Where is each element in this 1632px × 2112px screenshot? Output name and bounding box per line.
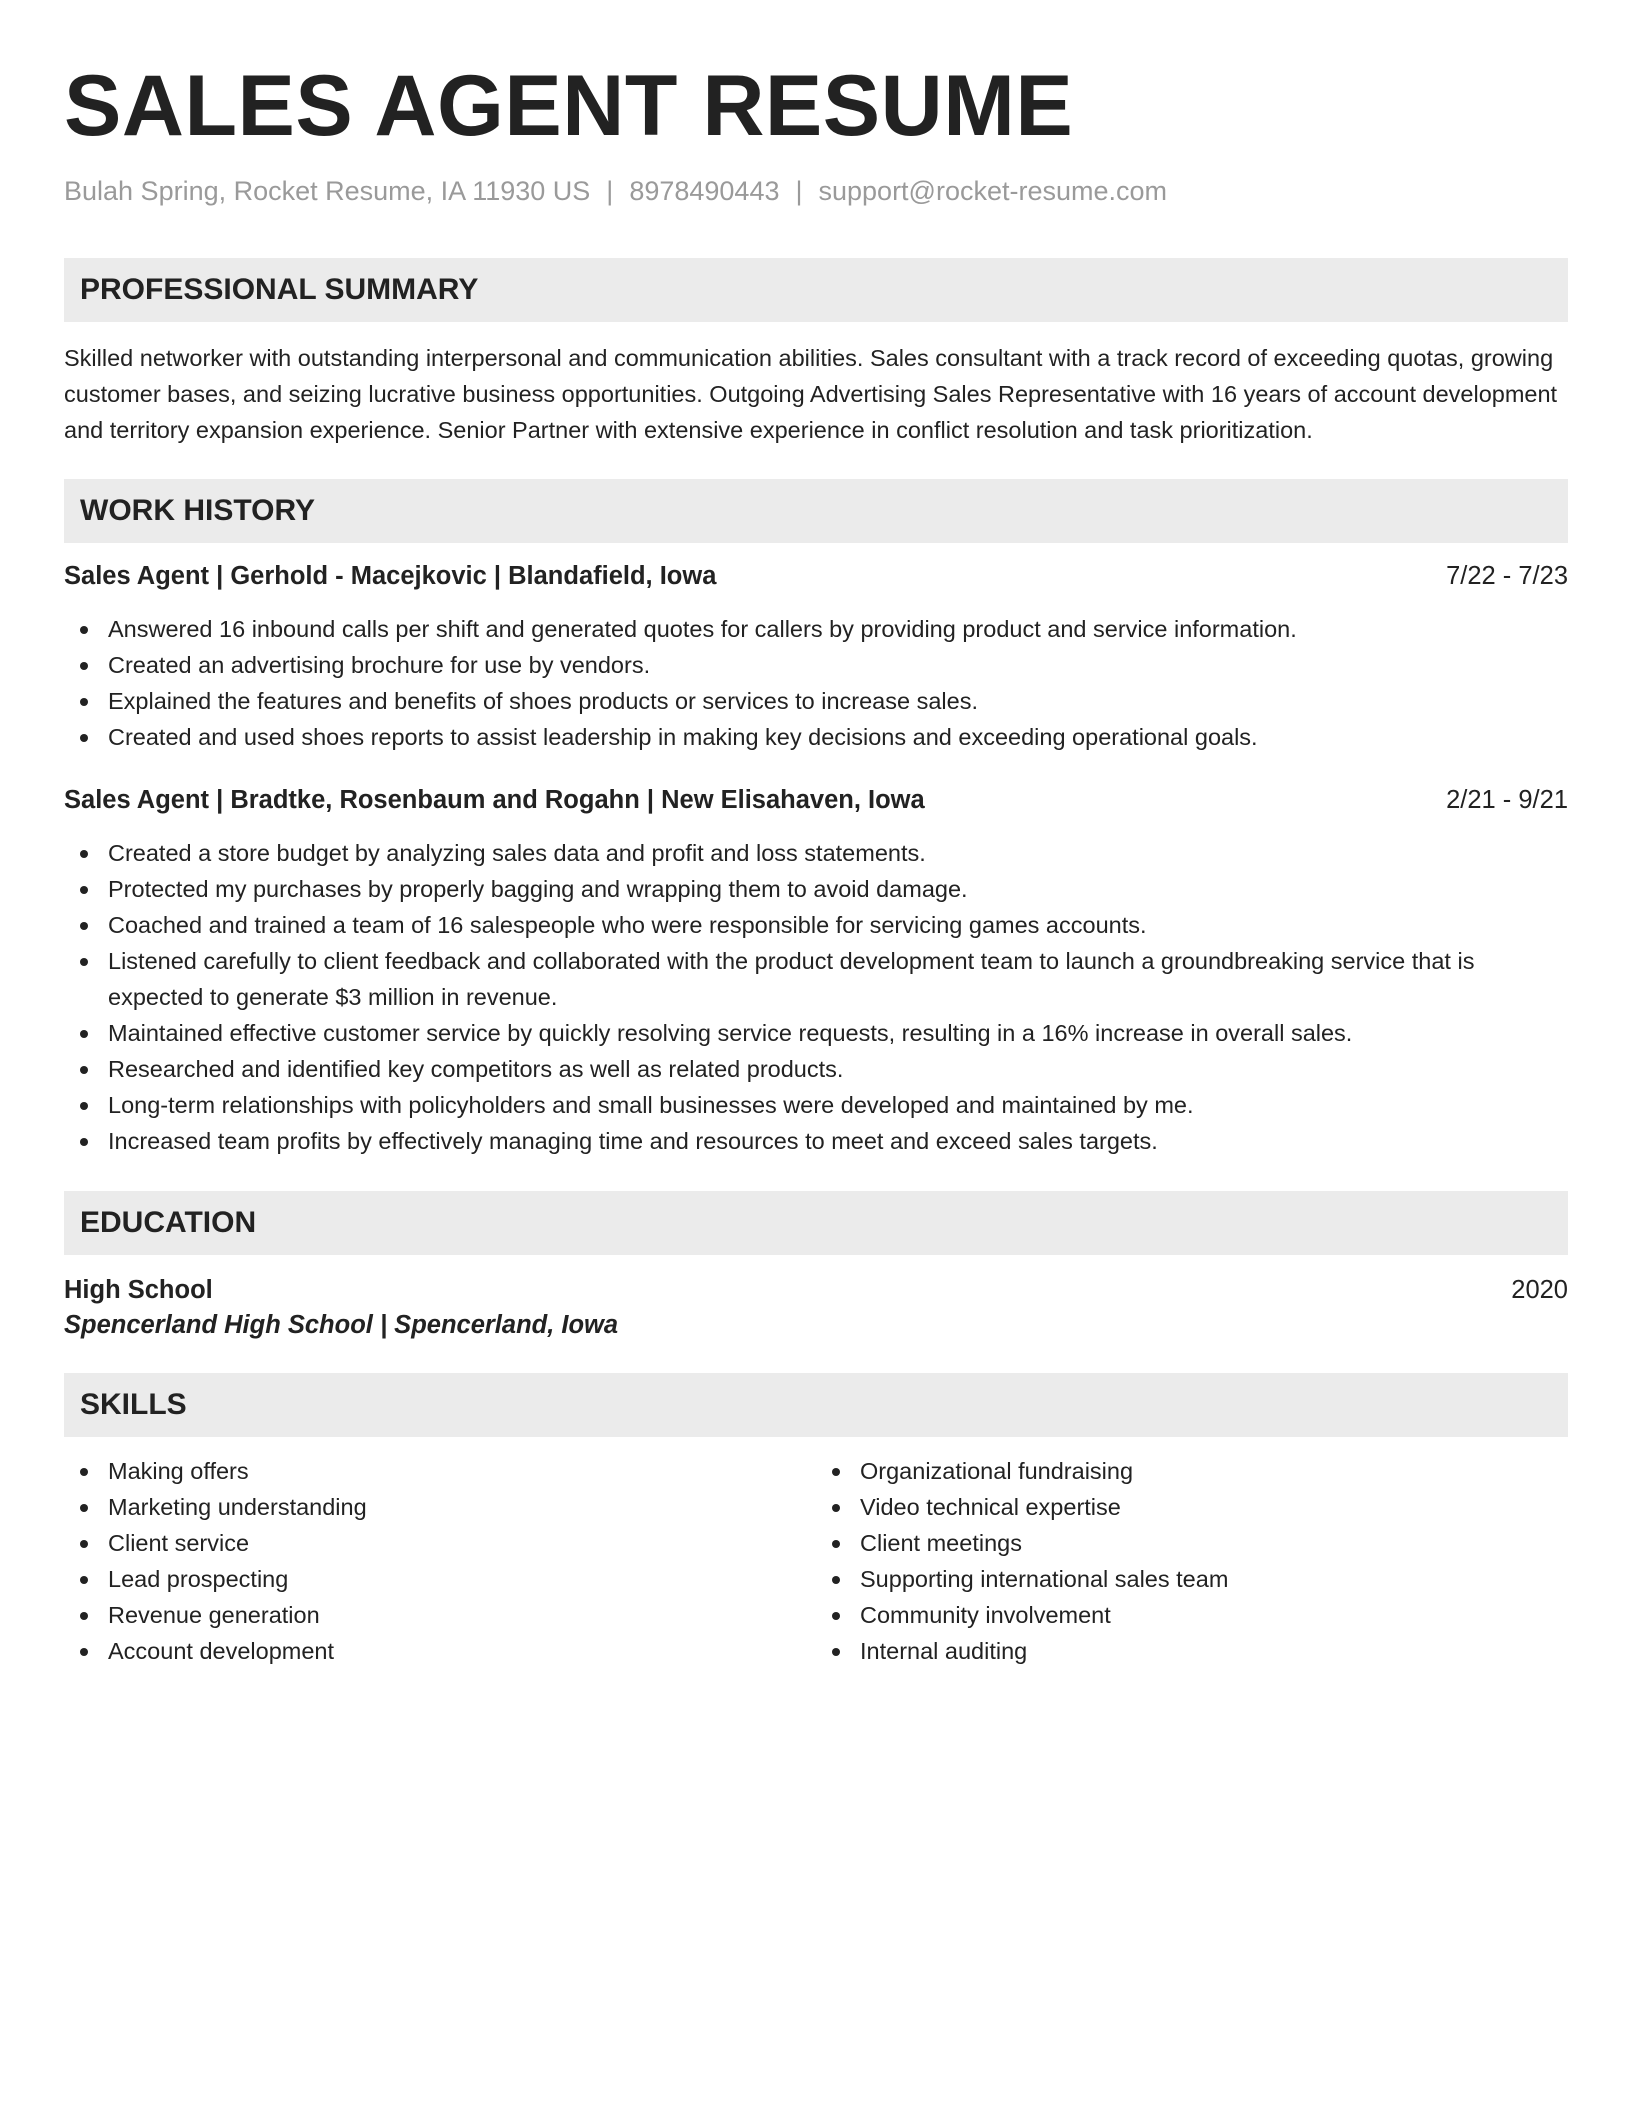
list-item-text: Answered 16 inbound calls per shift and generated quotes for callers by providing product and service information. bbox=[108, 616, 1297, 642]
bullet-icon bbox=[80, 1066, 88, 1074]
list-item bbox=[816, 1633, 1568, 1669]
skills-grid bbox=[64, 1453, 1568, 1669]
bullet-icon bbox=[80, 698, 88, 706]
list-item bbox=[64, 907, 1568, 943]
list-item bbox=[64, 719, 1568, 755]
bullet-icon bbox=[80, 1102, 88, 1110]
bullet-icon bbox=[80, 662, 88, 670]
skills-column-left bbox=[64, 1453, 816, 1669]
section-heading-summary: PROFESSIONAL SUMMARY bbox=[64, 258, 1568, 322]
education-year: 2020 bbox=[1511, 1276, 1568, 1304]
contact-line bbox=[64, 174, 1568, 208]
list-item-text: Long-term relationships with policyholders and small businesses were developed and maintained by me. bbox=[108, 1092, 1194, 1118]
skills-column-right bbox=[816, 1453, 1568, 1669]
list-item bbox=[816, 1525, 1568, 1561]
job-dates: 2/21 - 9/21 bbox=[1446, 786, 1568, 814]
list-item bbox=[64, 1633, 816, 1669]
skill-text: Marketing understanding bbox=[108, 1494, 367, 1520]
bullet-icon bbox=[832, 1468, 840, 1476]
skill-text: Video technical expertise bbox=[860, 1494, 1121, 1520]
bullet-icon bbox=[80, 1612, 88, 1620]
list-item bbox=[64, 611, 1568, 647]
list-item bbox=[816, 1561, 1568, 1597]
list-item bbox=[64, 871, 1568, 907]
bullet-icon bbox=[80, 958, 88, 966]
bullet-icon bbox=[80, 1648, 88, 1656]
list-item bbox=[816, 1597, 1568, 1633]
list-item bbox=[816, 1453, 1568, 1489]
bullet-icon bbox=[80, 850, 88, 858]
list-item-text: Explained the features and benefits of shoes products or services to increase sales. bbox=[108, 688, 978, 714]
bullet-icon bbox=[832, 1504, 840, 1512]
skill-text: Revenue generation bbox=[108, 1602, 320, 1628]
list-item-text: Maintained effective customer service by quickly resolving service requests, resulting in a 16% increase in overall sales. bbox=[108, 1020, 1353, 1046]
job-header bbox=[64, 559, 1568, 593]
bullet-icon bbox=[80, 1504, 88, 1512]
list-item bbox=[64, 1123, 1568, 1159]
contact-phone: 8978490443 bbox=[629, 176, 780, 206]
list-item bbox=[64, 1597, 816, 1633]
job-title: Sales Agent | Bradtke, Rosenbaum and Rogahn | New Elisahaven, Iowa bbox=[64, 786, 925, 814]
bullet-icon bbox=[80, 1576, 88, 1584]
job-header bbox=[64, 783, 1568, 817]
job-bullet-list bbox=[64, 611, 1568, 755]
list-item bbox=[64, 943, 1568, 1015]
bullet-icon bbox=[832, 1612, 840, 1620]
skills-list bbox=[816, 1453, 1568, 1669]
bullet-icon bbox=[832, 1540, 840, 1548]
list-item bbox=[64, 647, 1568, 683]
list-item bbox=[816, 1489, 1568, 1525]
skills-list bbox=[64, 1453, 816, 1669]
list-item bbox=[64, 1015, 1568, 1051]
list-item-text: Coached and trained a team of 16 salespeople who were responsible for servicing games accounts. bbox=[108, 912, 1147, 938]
summary-text: Skilled networker with outstanding interpersonal and communication abilities. Sales consultant with a track record of exceeding quotas, growing customer bases, and seizing lucrative business opportunities. Outgoing Advertising Sales Representative with 16 years of account development and territory expansion experience. Senior Partner with extensive experience in conflict resolution and task prioritization. bbox=[64, 345, 1558, 443]
list-item-text: Protected my purchases by properly bagging and wrapping them to avoid damage. bbox=[108, 876, 968, 902]
skill-text: Account development bbox=[108, 1638, 335, 1664]
section-heading-skills: SKILLS bbox=[64, 1373, 1568, 1437]
resume-title: SALES AGENT RESUME bbox=[64, 58, 1074, 154]
contact-separator: | bbox=[606, 176, 614, 206]
bullet-icon bbox=[80, 1468, 88, 1476]
bullet-icon bbox=[80, 1138, 88, 1146]
contact-address: Bulah Spring, Rocket Resume, IA 11930 US bbox=[64, 176, 591, 206]
skill-text: Lead prospecting bbox=[108, 1566, 289, 1592]
list-item-text: Created and used shoes reports to assist leadership in making key decisions and exceeding operational goals. bbox=[108, 724, 1258, 750]
list-item bbox=[64, 1087, 1568, 1123]
bullet-icon bbox=[80, 922, 88, 930]
skill-text: Client service bbox=[108, 1530, 250, 1556]
list-item bbox=[64, 1453, 816, 1489]
list-item bbox=[64, 1489, 816, 1525]
list-item bbox=[64, 835, 1568, 871]
bullet-icon bbox=[80, 886, 88, 894]
list-item bbox=[64, 1525, 816, 1561]
section-heading-work-history: WORK HISTORY bbox=[64, 479, 1568, 543]
bullet-icon bbox=[832, 1648, 840, 1656]
list-item-text: Increased team profits by effectively managing time and resources to meet and exceed sales targets. bbox=[108, 1128, 1158, 1154]
skill-text: Client meetings bbox=[860, 1530, 1022, 1556]
bullet-icon bbox=[832, 1576, 840, 1584]
list-item bbox=[64, 1051, 1568, 1087]
skill-text: Making offers bbox=[108, 1458, 249, 1484]
bullet-icon bbox=[80, 1030, 88, 1038]
education-degree: High School bbox=[64, 1276, 213, 1304]
skill-text: Internal auditing bbox=[860, 1638, 1028, 1664]
bullet-icon bbox=[80, 1540, 88, 1548]
job-title: Sales Agent | Gerhold - Macejkovic | Blandafield, Iowa bbox=[64, 562, 717, 590]
contact-email: support@rocket-resume.com bbox=[818, 176, 1168, 206]
list-item-text: Created an advertising brochure for use by vendors. bbox=[108, 652, 651, 678]
list-item-text: Created a store budget by analyzing sales data and profit and loss statements. bbox=[108, 840, 926, 866]
job-bullet-list bbox=[64, 835, 1568, 1159]
skill-text: Community involvement bbox=[860, 1602, 1111, 1628]
section-heading-education: EDUCATION bbox=[64, 1191, 1568, 1255]
bullet-icon bbox=[80, 626, 88, 634]
education-header bbox=[64, 1273, 1568, 1307]
list-item bbox=[64, 1561, 816, 1597]
list-item-text: Researched and identified key competitors as well as related products. bbox=[108, 1056, 844, 1082]
bullet-icon bbox=[80, 734, 88, 742]
list-item-text: Listened carefully to client feedback and collaborated with the product development team to launch a groundbreaking service that is expected to generate $3 million in revenue. bbox=[108, 948, 1475, 1010]
list-item bbox=[64, 683, 1568, 719]
education-school: Spencerland High School | Spencerland, Iowa bbox=[64, 1311, 619, 1339]
job-dates: 7/22 - 7/23 bbox=[1446, 562, 1568, 590]
skill-text: Organizational fundraising bbox=[860, 1458, 1134, 1484]
skill-text: Supporting international sales team bbox=[860, 1566, 1229, 1592]
contact-separator: | bbox=[795, 176, 803, 206]
